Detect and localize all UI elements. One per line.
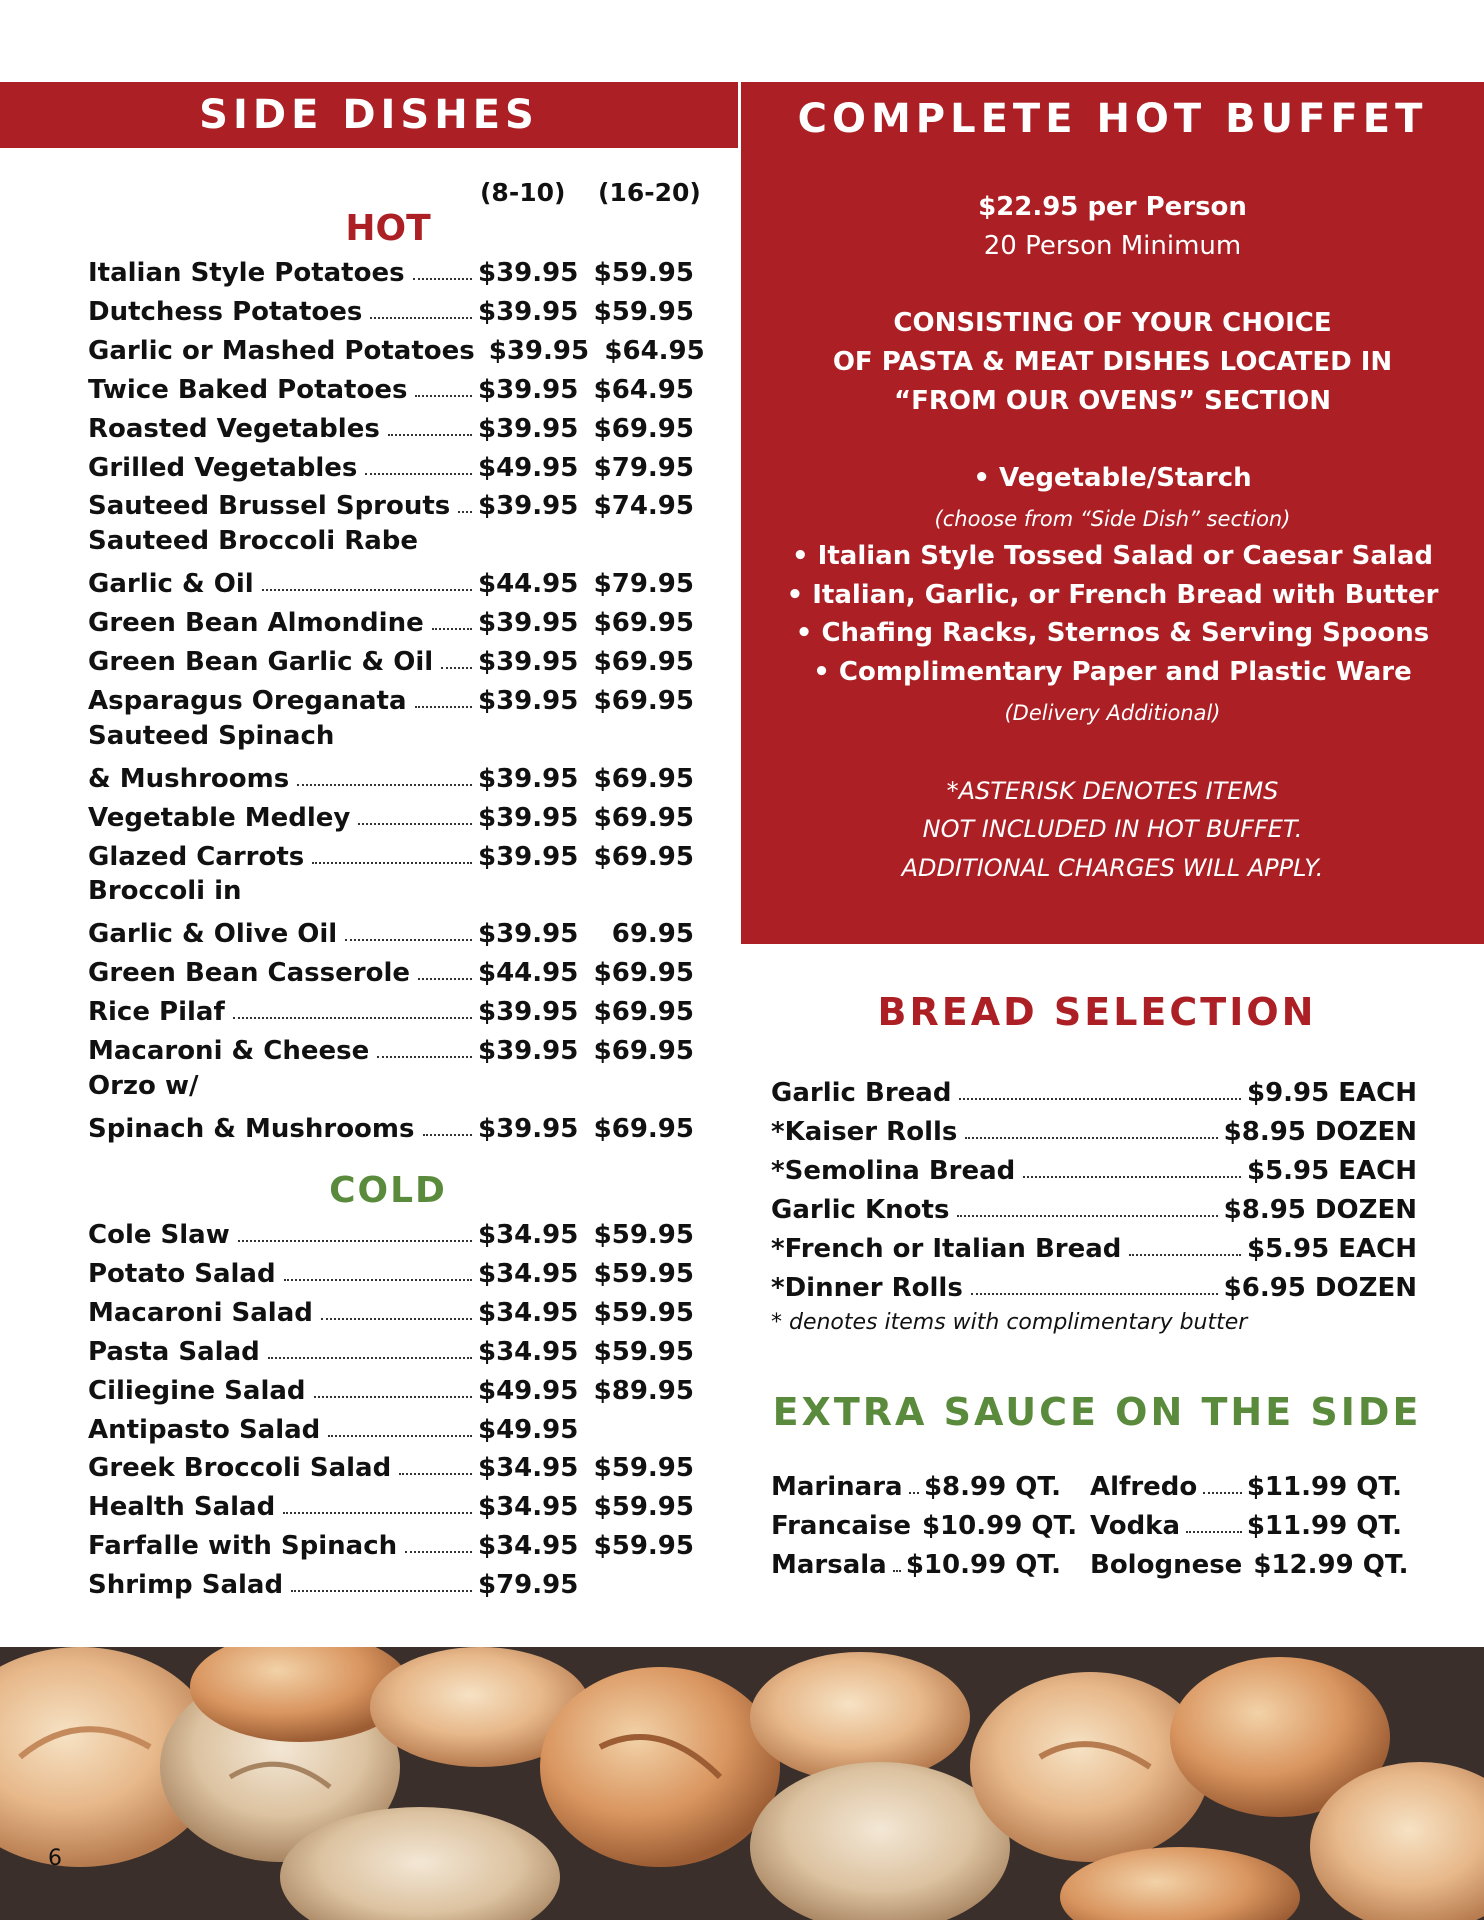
menu-item-name: Macaroni & Cheese bbox=[88, 1036, 370, 1066]
menu-item-heading: Sauteed Spinach bbox=[88, 720, 335, 751]
large-tray-price: $69.95 bbox=[593, 685, 694, 716]
menu-item-name: Green Bean Almondine bbox=[88, 608, 424, 639]
large-tray-price: $59.95 bbox=[593, 1297, 694, 1328]
dot-leader bbox=[415, 706, 472, 708]
menu-item-name: Greek Broccoli Salad bbox=[88, 1453, 392, 1484]
dot-leader bbox=[971, 1293, 1218, 1295]
small-tray-price: $39.95 bbox=[478, 608, 579, 639]
dot-leader bbox=[283, 1512, 472, 1514]
large-tray-price: $59.95 bbox=[593, 1220, 694, 1250]
small-tray-price: $39.95 bbox=[478, 413, 579, 444]
menu-item-name: Dutchess Potatoes bbox=[88, 296, 363, 327]
buffet-bullet-note: (choose from “Side Dish” section) bbox=[934, 507, 1291, 531]
large-tray-price: $69.95 bbox=[593, 1113, 694, 1144]
large-tray-price: $69.95 bbox=[593, 763, 694, 794]
large-tray-price: $69.95 bbox=[593, 608, 694, 639]
large-tray-price: 69.95 bbox=[611, 919, 694, 950]
sauce-price: $10.99 QT. bbox=[921, 1510, 1078, 1541]
bread-item-row bbox=[771, 1072, 1417, 1108]
dot-leader bbox=[291, 1590, 472, 1592]
menu-item-name: Pasta Salad bbox=[88, 1336, 260, 1367]
sauce-item-row bbox=[1090, 1544, 1409, 1580]
small-tray-price: $34.95 bbox=[478, 1220, 579, 1250]
asterisk-note-line: *ASTERISK DENOTES ITEMS bbox=[946, 777, 1279, 805]
bread-item-name: *Kaiser Rolls bbox=[771, 1116, 958, 1147]
bread-item-row bbox=[771, 1111, 1417, 1147]
small-tray-price: $34.95 bbox=[478, 1297, 579, 1328]
cold-section-title: COLD bbox=[329, 1170, 447, 1211]
menu-item-row bbox=[88, 485, 694, 521]
large-tray-price: $59.95 bbox=[593, 1336, 694, 1367]
small-tray-price: $49.95 bbox=[478, 1414, 579, 1445]
menu-item-name: Ciliegine Salad bbox=[88, 1375, 306, 1406]
menu-item-name: Twice Baked Potatoes bbox=[88, 374, 408, 405]
dot-leader bbox=[432, 628, 472, 630]
large-tray-price: $59.95 bbox=[593, 258, 694, 288]
small-tray-price: $44.95 bbox=[478, 569, 579, 600]
side-dishes-title: SIDE DISHES bbox=[0, 82, 738, 148]
bread-item-row bbox=[771, 1267, 1417, 1303]
dot-leader bbox=[262, 589, 472, 591]
butter-note: * denotes items with complimentary butter bbox=[771, 1310, 1248, 1335]
small-tray-price: $39.95 bbox=[478, 258, 579, 288]
sauce-item-row bbox=[1090, 1505, 1402, 1541]
menu-item-row bbox=[88, 563, 694, 599]
dot-leader bbox=[1129, 1254, 1241, 1256]
small-tray-price: $39.95 bbox=[478, 1036, 579, 1066]
menu-item-row bbox=[88, 1292, 694, 1328]
menu-item-row bbox=[88, 1253, 694, 1289]
bread-item-name: Garlic Knots bbox=[771, 1194, 950, 1225]
sauce-name: Francaise bbox=[771, 1510, 911, 1541]
sauce-price: $8.99 QT. bbox=[923, 1472, 1061, 1502]
menu-item-row bbox=[88, 1564, 694, 1600]
large-tray-price: $69.95 bbox=[593, 647, 694, 677]
menu-item-name: Potato Salad bbox=[88, 1258, 276, 1289]
dot-leader bbox=[365, 473, 472, 475]
dot-leader bbox=[370, 317, 472, 319]
menu-item-name: Health Salad bbox=[88, 1492, 276, 1523]
buffet-consisting-line: CONSISTING OF YOUR CHOICE bbox=[893, 308, 1332, 338]
sauce-price: $11.99 QT. bbox=[1246, 1472, 1402, 1502]
menu-item-name: Garlic or Mashed Potatoes bbox=[88, 335, 475, 366]
sauce-item-row bbox=[771, 1544, 1061, 1580]
large-tray-price: $64.95 bbox=[604, 335, 705, 366]
menu-item-name: Vegetable Medley bbox=[88, 802, 351, 833]
small-tray-price: $39.95 bbox=[478, 919, 579, 950]
menu-item-name: Italian Style Potatoes bbox=[88, 258, 405, 288]
dot-leader bbox=[238, 1240, 472, 1242]
bread-rolls-photo bbox=[0, 1647, 1484, 1920]
buffet-title: COMPLETE HOT BUFFET bbox=[797, 96, 1428, 142]
large-tray-price: $69.95 bbox=[593, 802, 694, 833]
menu-item-heading: Broccoli in bbox=[88, 876, 242, 907]
menu-item-name: & Mushrooms bbox=[88, 763, 290, 794]
menu-item-name: Grilled Vegetables bbox=[88, 452, 358, 483]
large-tray-price: $64.95 bbox=[593, 374, 694, 405]
menu-item-name: Rice Pilaf bbox=[88, 997, 225, 1028]
small-tray-price: $49.95 bbox=[478, 452, 579, 483]
small-tray-price: $34.95 bbox=[478, 1531, 579, 1562]
small-tray-price: $34.95 bbox=[478, 1336, 579, 1367]
bread-item-price: $8.95 DOZEN bbox=[1223, 1116, 1417, 1147]
dot-leader bbox=[399, 1473, 472, 1475]
small-tray-price: $39.95 bbox=[478, 841, 579, 872]
dot-leader bbox=[1023, 1176, 1241, 1178]
small-tray-price: $34.95 bbox=[478, 1492, 579, 1523]
menu-item-name: Macaroni Salad bbox=[88, 1297, 313, 1328]
menu-item-name: Garlic & Oil bbox=[88, 569, 254, 600]
dot-leader bbox=[233, 1017, 472, 1019]
large-tray-price: $59.95 bbox=[593, 296, 694, 327]
small-tray-price: $39.95 bbox=[478, 685, 579, 716]
large-tray-price: $69.95 bbox=[593, 413, 694, 444]
menu-item-name: Glazed Carrots bbox=[88, 841, 305, 872]
bread-item-price: $9.95 EACH bbox=[1246, 1078, 1417, 1108]
menu-item-name: Cole Slaw bbox=[88, 1220, 230, 1250]
dot-leader bbox=[441, 667, 472, 669]
extra-sauce-title: EXTRA SAUCE ON THE SIDE bbox=[772, 1390, 1422, 1434]
small-tray-price: $39.95 bbox=[488, 335, 590, 366]
bread-item-price: $5.95 EACH bbox=[1246, 1233, 1417, 1264]
bread-item-name: *French or Italian Bread bbox=[771, 1233, 1122, 1264]
bread-item-name: *Semolina Bread bbox=[771, 1155, 1016, 1186]
sauce-name: Bolognese bbox=[1090, 1549, 1243, 1580]
bread-item-name: *Dinner Rolls bbox=[771, 1272, 963, 1303]
dot-leader bbox=[415, 395, 472, 397]
menu-item-row bbox=[88, 447, 694, 483]
dot-leader bbox=[458, 511, 472, 513]
bread-item-row bbox=[771, 1150, 1417, 1186]
small-tray-price: $79.95 bbox=[478, 1570, 579, 1601]
small-tray-price: $39.95 bbox=[478, 491, 579, 522]
dot-leader bbox=[297, 784, 472, 786]
small-tray-price: $39.95 bbox=[478, 763, 579, 794]
menu-item-name: Roasted Vegetables bbox=[88, 413, 380, 444]
buffet-consisting-line: “FROM OUR OVENS” SECTION bbox=[894, 386, 1331, 416]
hot-buffet-panel bbox=[741, 82, 1484, 944]
dot-leader bbox=[321, 1318, 472, 1320]
sauce-name: Vodka bbox=[1090, 1510, 1181, 1541]
dot-leader bbox=[909, 1492, 919, 1494]
menu-item-name: Asparagus Oreganata bbox=[88, 685, 407, 716]
menu-item-row bbox=[88, 758, 694, 794]
menu-item-row bbox=[88, 952, 694, 988]
small-tray-price: $34.95 bbox=[478, 1258, 579, 1289]
large-tray-price: $89.95 bbox=[593, 1375, 694, 1406]
menu-item-name: Green Bean Casserole bbox=[88, 958, 410, 989]
large-tray-price: $79.95 bbox=[593, 569, 694, 600]
sauce-item-row bbox=[771, 1505, 1078, 1541]
dot-leader bbox=[358, 823, 472, 825]
large-size-column-head: (16-20) bbox=[598, 178, 701, 207]
dot-leader bbox=[418, 978, 472, 980]
bread-item-price: $8.95 DOZEN bbox=[1223, 1194, 1417, 1225]
menu-item-name: Garlic & Olive Oil bbox=[88, 919, 338, 950]
sauce-price: $11.99 QT. bbox=[1246, 1510, 1402, 1541]
dot-leader bbox=[957, 1215, 1217, 1217]
small-tray-price: $39.95 bbox=[478, 1113, 579, 1144]
large-tray-price: $69.95 bbox=[593, 841, 694, 872]
sauce-name: Alfredo bbox=[1090, 1472, 1198, 1502]
large-tray-price: $59.95 bbox=[593, 1492, 694, 1523]
buffet-price: $22.95 per Person bbox=[978, 192, 1247, 222]
buffet-bullet: • Vegetable/Starch bbox=[973, 463, 1252, 493]
small-tray-price: $39.95 bbox=[478, 296, 579, 327]
menu-item-heading: Sauteed Broccoli Rabe bbox=[88, 526, 419, 557]
small-tray-price: $34.95 bbox=[478, 1453, 579, 1484]
bread-item-name: Garlic Bread bbox=[771, 1078, 952, 1108]
dot-leader bbox=[328, 1435, 472, 1437]
large-tray-price: $59.95 bbox=[593, 1258, 694, 1289]
small-tray-price: $39.95 bbox=[478, 802, 579, 833]
menu-item-row bbox=[88, 369, 694, 405]
menu-item-name: Farfalle with Spinach bbox=[88, 1531, 398, 1562]
large-tray-price: $79.95 bbox=[593, 452, 694, 483]
dot-leader bbox=[965, 1137, 1217, 1139]
dot-leader bbox=[1186, 1531, 1242, 1533]
dot-leader bbox=[423, 1134, 473, 1136]
asterisk-note-line: NOT INCLUDED IN HOT BUFFET. bbox=[922, 815, 1303, 843]
menu-item-row bbox=[88, 291, 694, 327]
small-tray-price: $49.95 bbox=[478, 1375, 579, 1406]
menu-item-row bbox=[88, 330, 705, 366]
bread-item-price: $6.95 DOZEN bbox=[1223, 1272, 1417, 1303]
sauce-item-row bbox=[1090, 1466, 1402, 1502]
delivery-note: (Delivery Additional) bbox=[1004, 701, 1221, 725]
dot-leader bbox=[284, 1279, 472, 1281]
dot-leader bbox=[1203, 1492, 1242, 1494]
dot-leader bbox=[893, 1570, 901, 1572]
menu-item-row bbox=[88, 1525, 694, 1561]
hot-section-title: HOT bbox=[345, 208, 431, 249]
menu-item-name: Green Bean Garlic & Oil bbox=[88, 647, 434, 677]
buffet-bullet: • Complimentary Paper and Plastic Ware bbox=[813, 657, 1412, 687]
menu-item-row bbox=[88, 913, 694, 949]
small-tray-price: $39.95 bbox=[478, 647, 579, 677]
menu-item-name: Shrimp Salad bbox=[88, 1570, 284, 1601]
menu-item-row bbox=[88, 602, 694, 638]
small-tray-price: $44.95 bbox=[478, 958, 579, 989]
sauce-item-row bbox=[771, 1466, 1061, 1502]
menu-item-row bbox=[88, 1030, 694, 1066]
bread-selection-title: BREAD SELECTION bbox=[877, 990, 1317, 1034]
menu-item-row bbox=[88, 797, 694, 833]
menu-item-heading: Orzo w/ bbox=[88, 1070, 199, 1101]
large-tray-price: $69.95 bbox=[593, 958, 694, 989]
menu-item-name: Spinach & Mushrooms bbox=[88, 1113, 415, 1144]
menu-item-row bbox=[88, 1214, 694, 1250]
menu-item-row bbox=[88, 1447, 694, 1483]
menu-item-row bbox=[88, 991, 694, 1027]
page-number: 6 bbox=[48, 1846, 62, 1871]
dot-leader bbox=[312, 862, 472, 864]
sauce-name: Marsala bbox=[771, 1549, 887, 1580]
large-tray-price: $69.95 bbox=[593, 1036, 694, 1066]
menu-item-row bbox=[88, 1486, 694, 1522]
menu-item-row bbox=[88, 836, 694, 872]
menu-item-row bbox=[88, 408, 694, 444]
menu-item-row bbox=[88, 641, 694, 677]
menu-item-name: Sauteed Brussel Sprouts bbox=[88, 491, 451, 522]
sauce-price: $12.99 QT. bbox=[1253, 1549, 1409, 1580]
buffet-bullet: • Italian, Garlic, or French Bread with Butter bbox=[786, 580, 1439, 610]
large-tray-price: $74.95 bbox=[593, 491, 694, 522]
menu-item-row bbox=[88, 252, 694, 288]
dot-leader bbox=[405, 1551, 472, 1553]
dot-leader bbox=[345, 939, 472, 941]
sauce-price: $10.99 QT. bbox=[905, 1549, 1061, 1580]
buffet-consisting-line: OF PASTA & MEAT DISHES LOCATED IN bbox=[832, 347, 1393, 377]
sauce-name: Marinara bbox=[771, 1472, 903, 1502]
buffet-bullet: • Italian Style Tossed Salad or Caesar Salad bbox=[792, 541, 1433, 571]
bread-item-row bbox=[771, 1189, 1417, 1225]
asterisk-note-line: ADDITIONAL CHARGES WILL APPLY. bbox=[901, 854, 1324, 882]
dot-leader bbox=[268, 1357, 472, 1359]
bread-item-row bbox=[771, 1228, 1417, 1264]
menu-item-row bbox=[88, 680, 694, 716]
menu-item-row bbox=[88, 1370, 694, 1406]
menu-item-row bbox=[88, 1331, 694, 1367]
dot-leader bbox=[377, 1056, 472, 1058]
bread-item-price: $5.95 EACH bbox=[1246, 1155, 1417, 1186]
menu-item-row bbox=[88, 1108, 694, 1144]
buffet-bullet: • Chafing Racks, Sternos & Serving Spoons bbox=[795, 618, 1430, 648]
small-tray-price: $39.95 bbox=[478, 997, 579, 1028]
large-tray-price: $59.95 bbox=[593, 1453, 694, 1484]
small-size-column-head: (8-10) bbox=[480, 178, 566, 207]
menu-item-row bbox=[88, 1409, 694, 1445]
large-tray-price: $59.95 bbox=[593, 1531, 694, 1562]
dot-leader bbox=[388, 434, 472, 436]
small-tray-price: $39.95 bbox=[478, 374, 579, 405]
dot-leader bbox=[959, 1098, 1241, 1100]
large-tray-price: $69.95 bbox=[593, 997, 694, 1028]
dot-leader bbox=[413, 278, 472, 280]
dot-leader bbox=[314, 1396, 472, 1398]
menu-item-name: Antipasto Salad bbox=[88, 1414, 321, 1445]
buffet-minimum: 20 Person Minimum bbox=[983, 231, 1242, 261]
